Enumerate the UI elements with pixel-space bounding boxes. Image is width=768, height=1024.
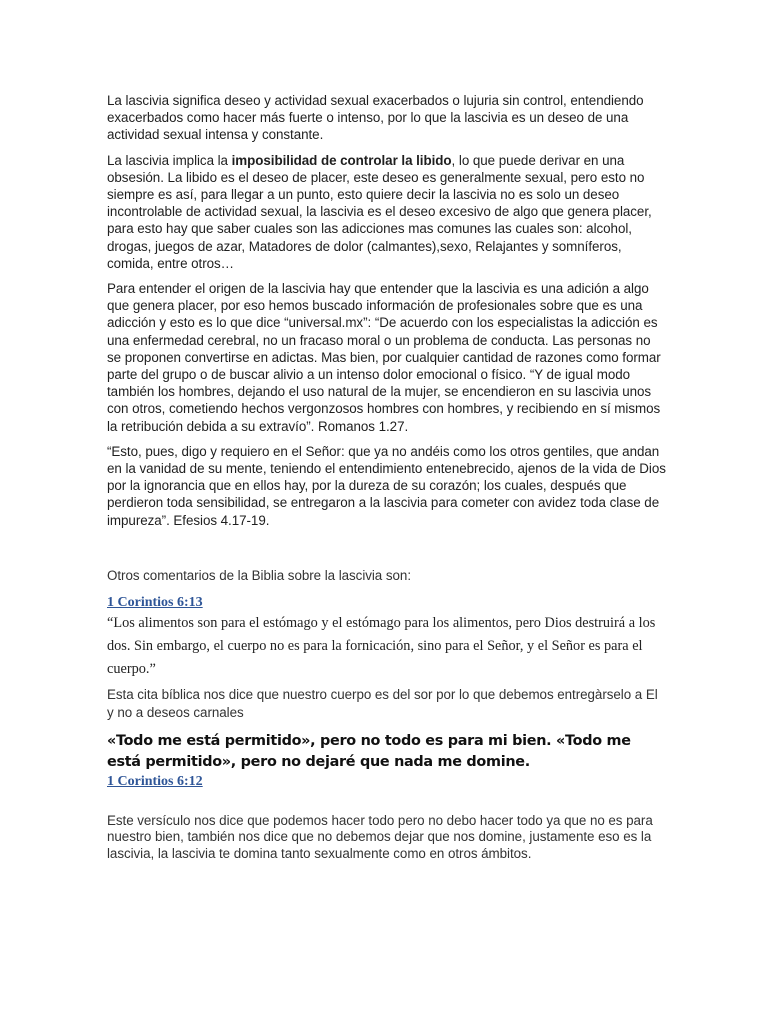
reference-link-corintios-6-12[interactable]: 1 Corintios 6:12 (107, 773, 203, 789)
paragraph-libido-lead: La lascivia implica la (107, 152, 232, 168)
paragraph-libido-rest: , lo que puede derivar en una obsesión. La libido es el deseo de placer, este deseo es generalmente sexual, pero esto no siempre es así, para llegar a un punto, esto quiere decir la lascivia no es solo un deseo incontrolable de actividad sexual, la lascivia es el deseo excesivo de algo que genera placer, para esto hay que saber cuales son las adicciones mas comunes las cuales son: alcohol, drogas, juegos de azar, Matadores de dolor (calmantes),sexo, Relajantes y somníferos, comida, entre otros… (107, 152, 652, 271)
paragraph-libido-bold: imposibilidad de controlar la libido (231, 152, 452, 168)
paragraph-libido (107, 152, 667, 272)
comment-6-13: Esta cita bíblica nos dice que nuestro cuerpo es del sor por lo que debemos entregàrselo a El y no a deseos carnales (107, 687, 658, 720)
bible-quote-6-13: “Los alimentos son para el estómago y el estómago para los alimentos, pero Dios destruirá a los dos. Sin embargo, el cuerpo no es para la fornicación, sino para el Señor, y el Señor es para el cuerpo.” (107, 615, 656, 677)
reference-link-corintios-6-13[interactable]: 1 Corintios 6:13 (107, 595, 203, 611)
paragraph-addiction: Para entender el origen de la lascivia hay que entender que la lascivia es una adición a algo que genera placer, por eso hemos buscado información de profesionales sobre que es una adicción y esto es lo que dice “universal.mx”: “De acuerdo con los especialistas la adicción es una enfermedad cerebral, no un fracaso moral o un problema de conducta. Las personas no se proponen convertirse en adictas. Mas bien, por cualquier cantidad de razones como formar parte del grupo o de buscar alivio a un intenso dolor emocional o físico. “Y de igual modo también los hombres, dejando el uso natural de la mujer, se encendieron en su lascivia unos con otros, cometiendo hechos vergonzosos hombres con hombres, y recibiendo en sí mismos la retribución debida a su extravío”. Romanos 1.27. (107, 281, 661, 434)
paragraph-efesios: “Esto, pues, digo y requiero en el Señor: que ya no andéis como los otros gentiles, que andan en la vanidad de su mente, teniendo el entendimiento entenebrecido, ajenos de la vida de Dios por la ignorancia que en ellos hay, por la dureza de su corazón; los cuales, después que perdieron toda sensibilidad, se entregaron a la lascivia para cometer con avidez toda clase de impureza”. Efesios 4.17-19. (107, 443, 666, 528)
paragraph-definition: La lascivia significa deseo y actividad sexual exacerbados o lujuria sin control, entendiendo exacerbados como hacer más fuerte o intenso, por lo que la lascivia es un deseo de una actividad sexual intensa y constante. (107, 93, 644, 143)
bible-quote-6-12: «Todo me está permitido», pero no todo es para mi bien. «Todo me está permitido», pero no dejaré que nada me domine. (107, 732, 631, 770)
paragraph-intro-comments: Otros comentarios de la Biblia sobre la lascivia son: (107, 567, 411, 583)
comment-6-12: Este versículo nos dice que podemos hacer todo pero no debo hacer todo ya que no es para nuestro bien, también nos dice que no debemos dejar que nos domine, justamente eso es la lascivia, la lascivia te domina tanto sexualmente como en otros ámbitos. (107, 812, 653, 861)
spacer (107, 537, 667, 567)
document-page (107, 92, 667, 870)
